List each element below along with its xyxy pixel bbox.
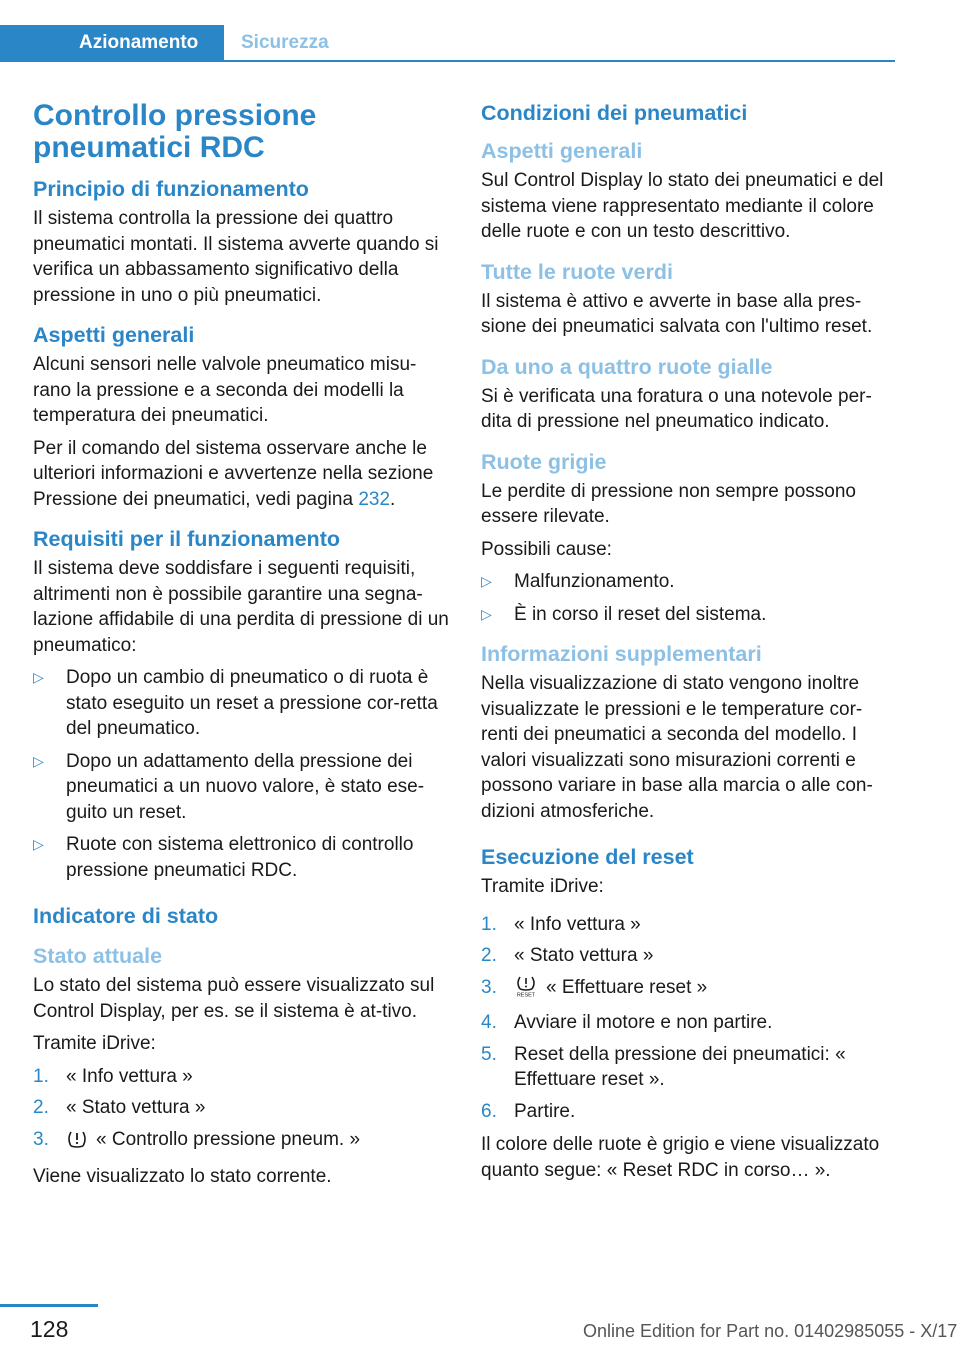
step-text: « Stato vettura » [66, 1097, 206, 1118]
step-number: 2. [481, 945, 497, 966]
text-ruote-gialle: Si è verificata una foratura o una notevole per-dita di pressione nel pneumatico indicato. [481, 385, 872, 432]
footer-accent-line [0, 1304, 98, 1307]
stato-steps [33, 1064, 449, 1157]
list-item [33, 1127, 449, 1157]
reset-icon-label: RESET [516, 992, 536, 997]
step-number: 3. [481, 976, 497, 998]
heading-principio: Principio di funzionamento [33, 177, 309, 201]
list-item-text: Malfunzionamento. [514, 571, 675, 592]
text-aspetti-2-post: . [390, 488, 396, 510]
text-ruote-grigie: Le perdite di pressione non sempre possono essere rilevate. [481, 480, 856, 527]
triangle-bullet-icon: ▷ [481, 573, 492, 589]
requisiti-list [33, 665, 449, 883]
list-item [481, 569, 895, 595]
step-number: 5. [481, 1043, 497, 1065]
subheading-info-supplementari: Informazioni supplementari [481, 642, 762, 666]
tire-reset-icon [514, 975, 538, 1005]
step-number: 2. [33, 1097, 49, 1118]
text-aspetti-2-pre: Per il comando del sistema osservare anche le ulteriori informazioni e avvertenze nella sezione Pressione dei pneumatici, vedi pagina [33, 437, 434, 510]
header-bar [0, 25, 895, 62]
step-text: « Info vettura » [66, 1065, 193, 1087]
text-tramite: Tramite iDrive: [33, 1033, 156, 1054]
page-link-232[interactable]: 232 [358, 488, 391, 510]
step-number: 3. [33, 1128, 49, 1150]
step-text: Partire. [514, 1100, 576, 1122]
list-item [33, 1095, 449, 1121]
tab-sicurezza[interactable]: Sicurezza [241, 32, 329, 53]
text-stato-corrente: Viene visualizzato lo stato corrente. [33, 1166, 332, 1187]
cause-list [481, 569, 895, 627]
list-item [33, 665, 449, 742]
heading-reset: Esecuzione del reset [481, 845, 694, 869]
text-aspetti: Sul Control Display lo stato dei pneumatici e del sistema viene rappresentato mediante il colore delle ruote e con un testo descrittivo. [481, 170, 884, 242]
list-item [481, 1042, 895, 1093]
tire-pressure-icon [66, 1129, 88, 1157]
edition-note: Online Edition for Part no. 01402985055 - X/17 [583, 1321, 958, 1341]
triangle-bullet-icon: ▷ [33, 836, 44, 852]
subheading-stato-attuale: Stato attuale [33, 944, 163, 968]
text-requisiti: Il sistema deve soddisfare i seguenti requisiti, altrimenti non è possibile garantire una segna-lazione affidabile di una perdita di pressione di un pneumatico: [33, 558, 449, 656]
subheading-ruote-verdi: Tutte le ruote verdi [481, 259, 673, 284]
list-item [33, 1064, 449, 1090]
text-aspetti-1: Alcuni sensori nelle valvole pneumatico misu-rano la pressione e a seconda dei modelli la temperatura dei pneumatici. [33, 354, 417, 426]
triangle-bullet-icon: ▷ [481, 605, 492, 622]
list-item [481, 975, 895, 1005]
step-text: « Controllo pressione pneum. » [96, 1128, 361, 1150]
heading-requisiti: Requisiti per il funzionamento [33, 527, 340, 551]
text-tramite-reset: Tramite iDrive: [481, 876, 604, 897]
list-item [481, 943, 895, 969]
step-text: « Stato vettura » [514, 945, 654, 966]
step-number: 4. [481, 1012, 497, 1033]
list-item-text: Dopo un cambio di pneumatico o di ruota è stato eseguito un reset a pressione cor-retta del pneumatico. [66, 667, 438, 739]
step-number: 1. [481, 913, 497, 935]
heading-indicatore: Indicatore di stato [33, 904, 219, 928]
subheading-aspetti-generali: Aspetti generali [481, 139, 643, 163]
list-item [481, 1010, 895, 1036]
step-text: « Info vettura » [514, 913, 641, 935]
step-text: « Effettuare reset » [546, 976, 708, 998]
page-title: Controllo pressione pneumatici RDC [33, 99, 317, 164]
list-item [33, 832, 449, 883]
page-number: 128 [30, 1316, 69, 1342]
list-item-text: È in corso il reset del sistema. [514, 603, 767, 625]
heading-aspetti-generali: Aspetti generali [33, 323, 195, 347]
text-principio: Il sistema controlla la pressione dei quattro pneumatici montati. Il sistema avverte quando si verifica un abbassamento significativo della pressione in uno o più pneumatici. [33, 208, 439, 306]
tab-azionamento[interactable]: Azionamento [0, 25, 224, 62]
triangle-bullet-icon: ▷ [33, 752, 44, 769]
left-column [33, 100, 449, 1197]
text-aspetti-2 [33, 436, 449, 513]
text-stato: Lo stato del sistema può essere visualizzato sul Control Display, per es. se il sistema è at-tivo. [33, 975, 435, 1022]
reset-steps [481, 912, 895, 1125]
subheading-ruote-grigie: Ruote grigie [481, 449, 607, 474]
step-number: 1. [33, 1065, 49, 1087]
text-cause: Possibili cause: [481, 538, 612, 560]
list-item [481, 912, 895, 938]
triangle-bullet-icon: ▷ [33, 669, 44, 685]
list-item-text: Ruote con sistema elettronico di controllo pressione pneumatici RDC. [66, 834, 414, 881]
header-divider [0, 60, 895, 62]
text-ruote-verdi: Il sistema è attivo e avverte in base alla pres-sione dei pneumatici salvata con l'ultimo reset. [481, 290, 873, 337]
list-item [33, 749, 449, 826]
list-item [481, 1099, 895, 1125]
subheading-ruote-gialle: Da uno a quattro ruote gialle [481, 354, 773, 379]
step-text: Avviare il motore e non partire. [514, 1012, 773, 1033]
list-item-text: Dopo un adattamento della pressione dei pneumatici a un nuovo valore, è stato ese-guito un reset. [66, 750, 425, 823]
right-column [481, 100, 895, 1190]
step-number: 6. [481, 1100, 497, 1122]
text-info-supplementari: Nella visualizzazione di stato vengono inoltre visualizzate le pressioni e le temperature cor-renti dei pneumatici a seconda del modello. I valori visualizzati sono misurazioni correnti e possono variare in base alla marcia o alle con-dizioni atmosferiche. [481, 673, 873, 822]
list-item [481, 602, 895, 628]
text-reset-after: Il colore delle ruote è grigio e viene visualizzato quanto segue: « Reset RDC in corso… ». [481, 1134, 880, 1181]
heading-condizioni: Condizioni dei pneumatici [481, 101, 748, 125]
step-text: Reset della pressione dei pneumatici: « Effettuare reset ». [514, 1043, 846, 1090]
